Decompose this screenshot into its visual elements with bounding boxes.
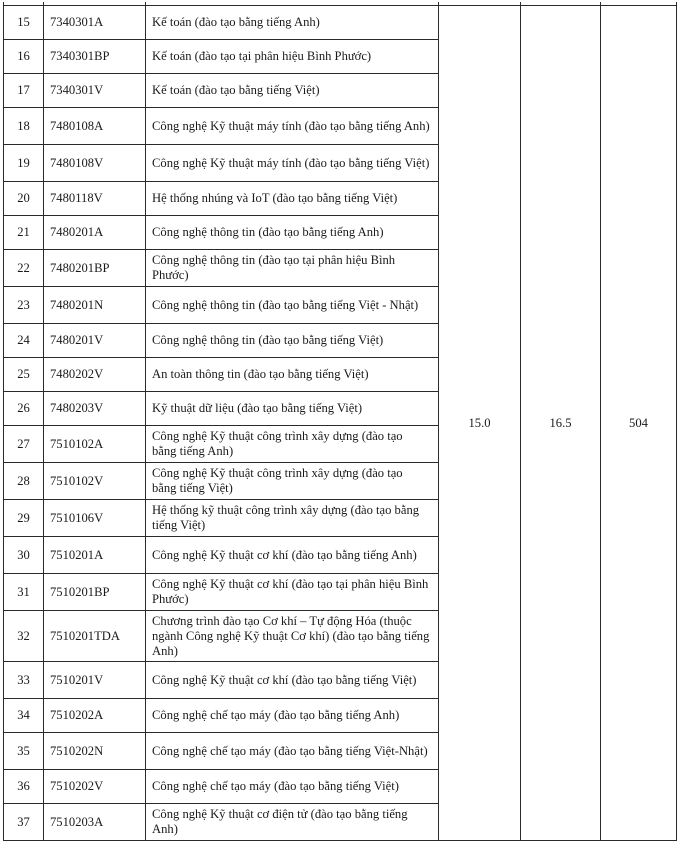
major-name: Kế toán (đào tạo tại phân hiệu Bình Phước): [146, 40, 439, 74]
row-number: 21: [4, 216, 44, 250]
major-code: 7340301BP: [44, 40, 146, 74]
major-name: Công nghệ chế tạo máy (đào tạo bằng tiếng Việt): [146, 770, 439, 804]
major-name: Chương trình đào tạo Cơ khí – Tự động Hóa (thuộc ngành Công nghệ Kỹ thuật Cơ khí) (đào tạo bằng tiếng Anh): [146, 611, 439, 662]
major-code: 7480108V: [44, 145, 146, 182]
major-code: 7510106V: [44, 500, 146, 537]
major-code: 7340301A: [44, 6, 146, 40]
major-name: Công nghệ Kỹ thuật cơ điện tử (đào tạo bằng tiếng Anh): [146, 804, 439, 841]
score-1-cell: 15.0: [439, 6, 521, 841]
row-number: 20: [4, 182, 44, 216]
row-number: 37: [4, 804, 44, 841]
table-row: [4, 6, 677, 40]
major-code: 7510201BP: [44, 574, 146, 611]
major-code: 7510202V: [44, 770, 146, 804]
row-number: 28: [4, 463, 44, 500]
row-number: 30: [4, 537, 44, 574]
major-code: 7510202N: [44, 733, 146, 770]
major-code: 7480201N: [44, 287, 146, 324]
row-number: 18: [4, 108, 44, 145]
row-number: 36: [4, 770, 44, 804]
row-number: 24: [4, 324, 44, 358]
major-code: 7480118V: [44, 182, 146, 216]
major-code: 7480201A: [44, 216, 146, 250]
row-number: 26: [4, 392, 44, 426]
major-code: 7510102V: [44, 463, 146, 500]
major-name: Công nghệ thông tin (đào tạo bằng tiếng Anh): [146, 216, 439, 250]
major-code: 7510201TDA: [44, 611, 146, 662]
major-code: 7510203A: [44, 804, 146, 841]
row-number: 16: [4, 40, 44, 74]
major-name: Hệ thống kỹ thuật công trình xây dựng (đào tạo bằng tiếng Việt): [146, 500, 439, 537]
major-name: Công nghệ Kỹ thuật công trình xây dựng (đào tạo bằng tiếng Anh): [146, 426, 439, 463]
admission-table: [3, 2, 677, 841]
major-code: 7480201V: [44, 324, 146, 358]
row-number: 34: [4, 699, 44, 733]
major-name: Kỹ thuật dữ liệu (đào tạo bằng tiếng Việt): [146, 392, 439, 426]
row-number: 31: [4, 574, 44, 611]
major-name: An toàn thông tin (đào tạo bằng tiếng Việt): [146, 358, 439, 392]
major-code: 7510201A: [44, 537, 146, 574]
major-name: Công nghệ thông tin (đào tạo bằng tiếng Việt - Nhật): [146, 287, 439, 324]
major-code: 7480201BP: [44, 250, 146, 287]
row-number: 15: [4, 6, 44, 40]
major-code: 7510201V: [44, 662, 146, 699]
major-name: Kế toán (đào tạo bằng tiếng Việt): [146, 74, 439, 108]
major-name: Kế toán (đào tạo bằng tiếng Anh): [146, 6, 439, 40]
table-body: [4, 2, 677, 841]
major-name: Công nghệ Kỹ thuật cơ khí (đào tạo tại phân hiệu Bình Phước): [146, 574, 439, 611]
major-name: Công nghệ Kỹ thuật máy tính (đào tạo bằng tiếng Anh): [146, 108, 439, 145]
row-number: 33: [4, 662, 44, 699]
major-name: Hệ thống nhúng và IoT (đào tạo bằng tiếng Việt): [146, 182, 439, 216]
row-number: 32: [4, 611, 44, 662]
major-code: 7340301V: [44, 74, 146, 108]
row-number: 23: [4, 287, 44, 324]
row-number: 29: [4, 500, 44, 537]
major-code: 7510202A: [44, 699, 146, 733]
major-code: 7480203V: [44, 392, 146, 426]
row-number: 35: [4, 733, 44, 770]
major-name: Công nghệ Kỹ thuật cơ khí (đào tạo bằng tiếng Anh): [146, 537, 439, 574]
major-name: Công nghệ Kỹ thuật máy tính (đào tạo bằng tiếng Việt): [146, 145, 439, 182]
row-number: 25: [4, 358, 44, 392]
major-name: Công nghệ Kỹ thuật công trình xây dựng (đào tạo bằng tiếng Việt): [146, 463, 439, 500]
row-number: 22: [4, 250, 44, 287]
row-number: 17: [4, 74, 44, 108]
major-name: Công nghệ Kỹ thuật cơ khí (đào tạo bằng tiếng Việt): [146, 662, 439, 699]
major-code: 7510102A: [44, 426, 146, 463]
major-name: Công nghệ thông tin (đào tạo bằng tiếng Việt): [146, 324, 439, 358]
count-cell: 504: [601, 6, 677, 841]
major-name: Công nghệ thông tin (đào tạo tại phân hiệu Bình Phước): [146, 250, 439, 287]
major-code: 7480202V: [44, 358, 146, 392]
score-2-cell: 16.5: [521, 6, 601, 841]
row-number: 27: [4, 426, 44, 463]
major-name: Công nghệ chế tạo máy (đào tạo bằng tiếng Anh): [146, 699, 439, 733]
major-name: Công nghệ chế tạo máy (đào tạo bằng tiếng Việt-Nhật): [146, 733, 439, 770]
row-number: 19: [4, 145, 44, 182]
major-code: 7480108A: [44, 108, 146, 145]
